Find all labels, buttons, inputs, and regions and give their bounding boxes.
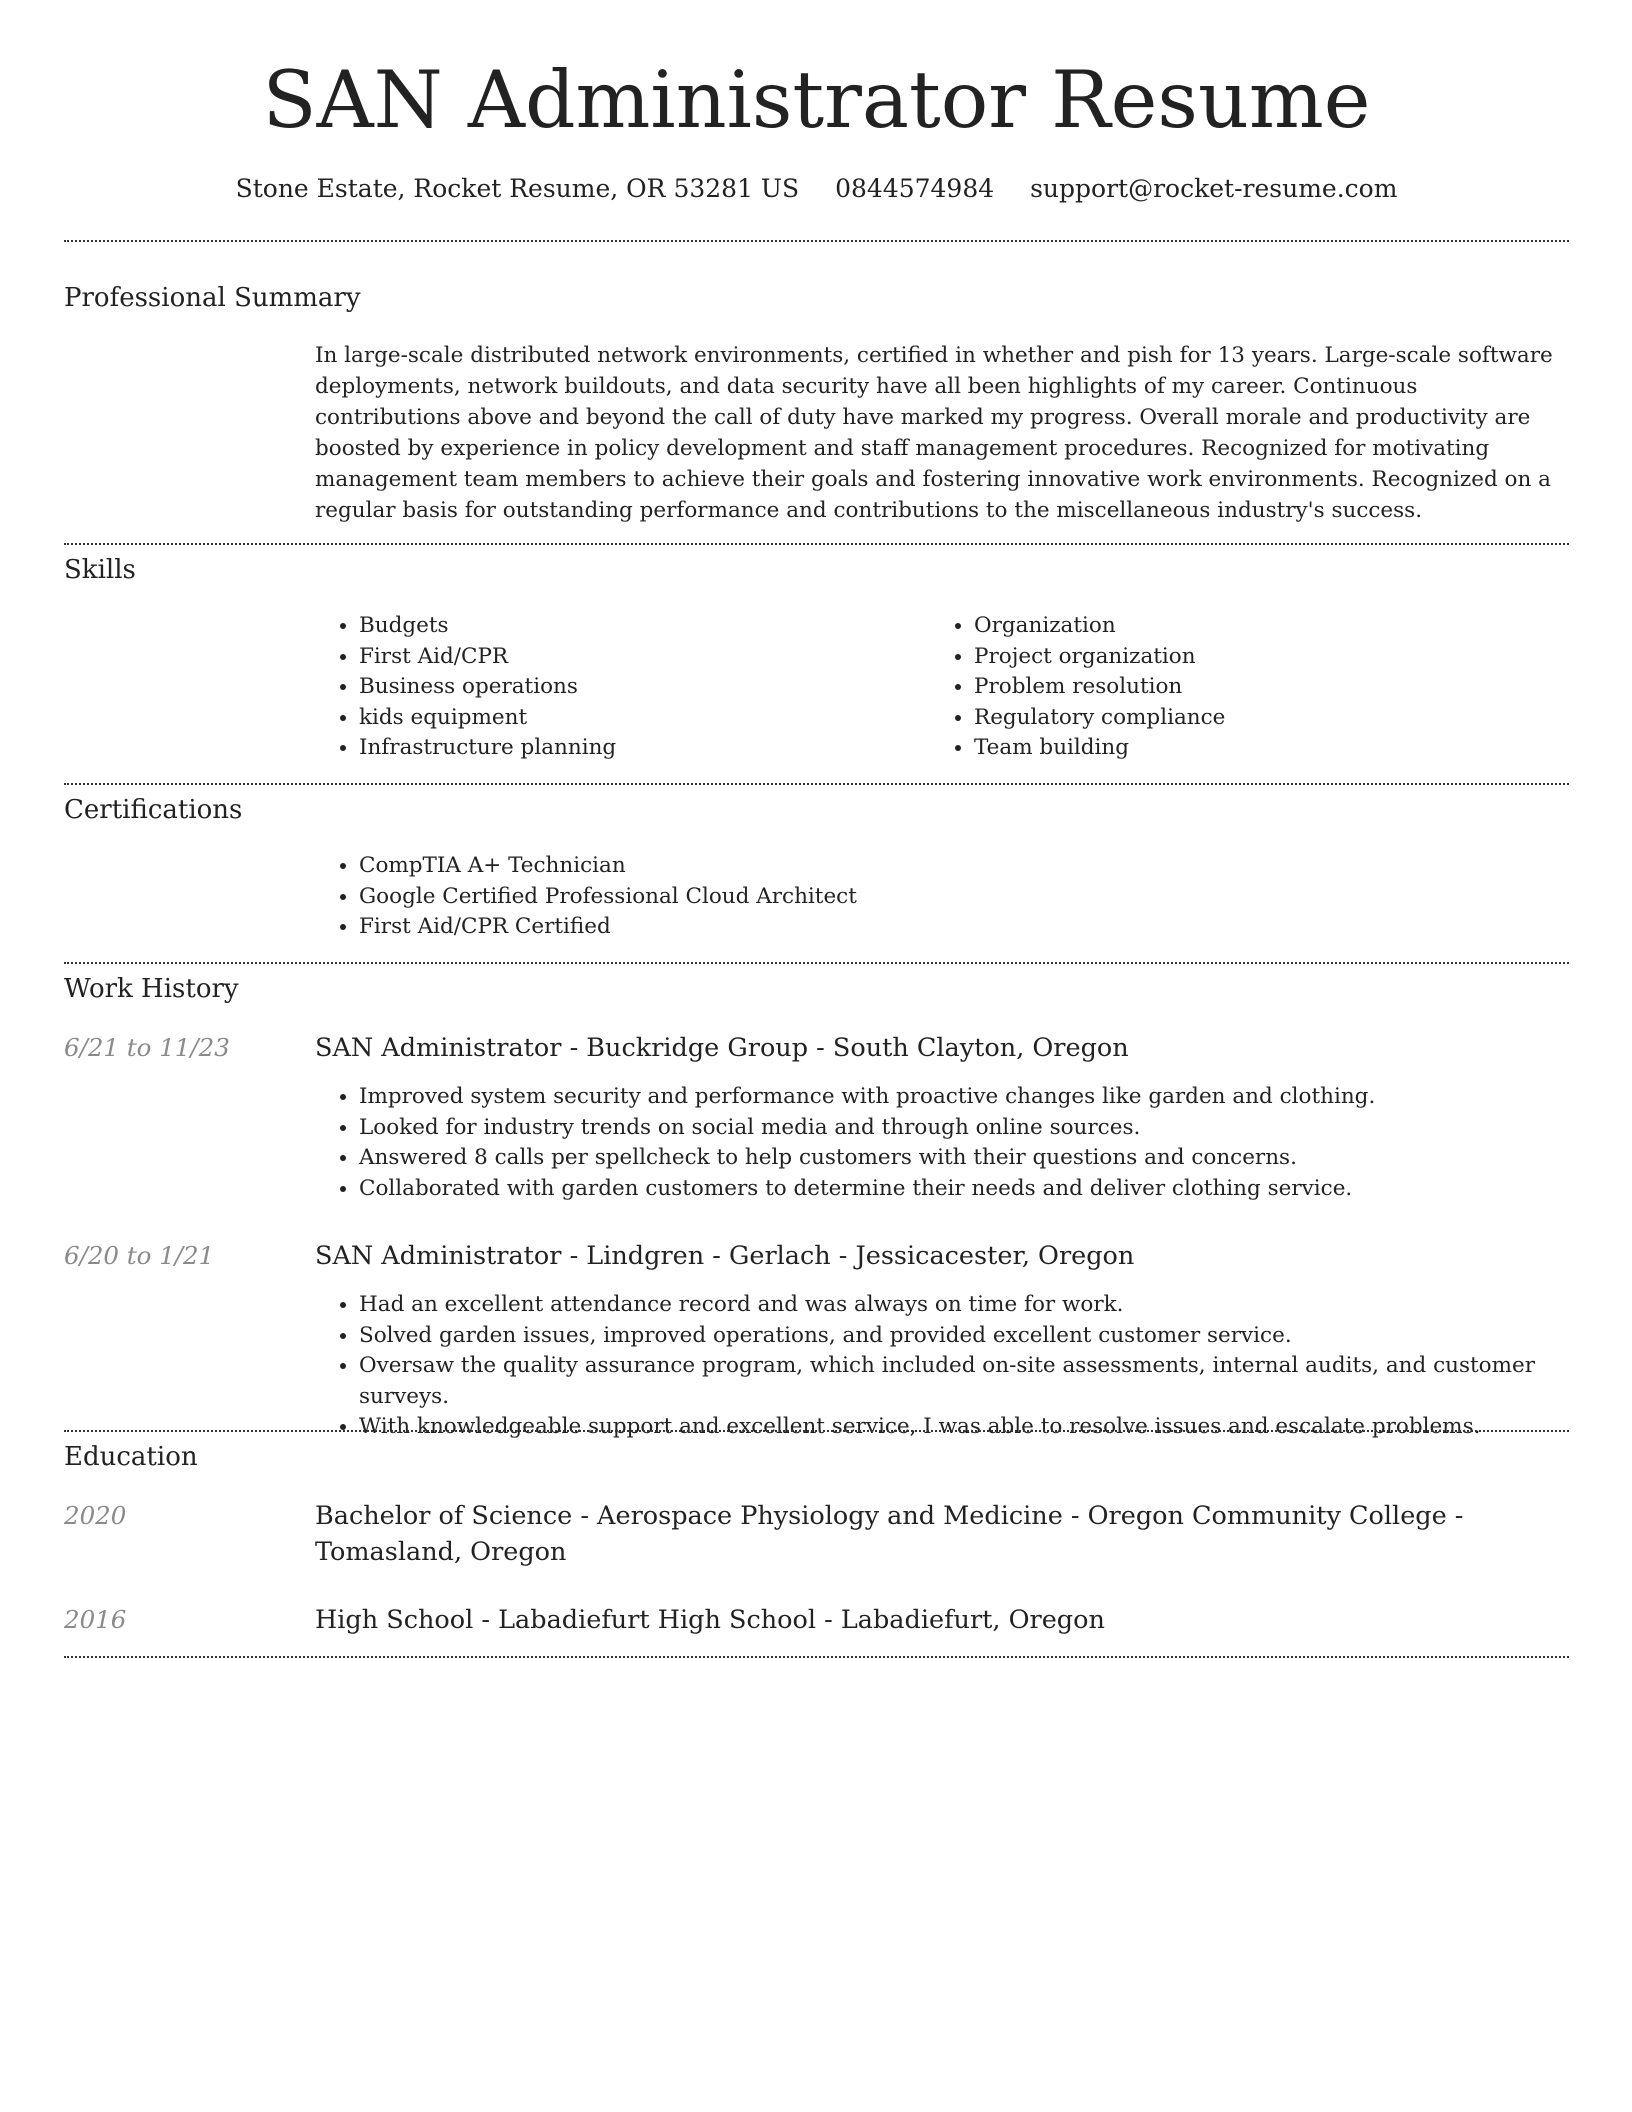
education-year: 2016	[64, 1605, 127, 1634]
list-item: • With knowledgeable support and excellent service, I was able to resolve issues and escalate problems.	[359, 1412, 1609, 1443]
list-item: • Project organization	[974, 642, 1534, 673]
list-item: • Google Certified Professional Cloud Architect	[359, 882, 1559, 913]
job-bullets	[315, 1290, 1609, 1443]
phone: 0844574984	[835, 174, 995, 203]
list-item: • kids equipment	[359, 703, 919, 734]
resume-title: SAN Administrator Resume	[262, 54, 1371, 146]
education-entry	[315, 1498, 1565, 1570]
section-heading-education: Education	[64, 1442, 198, 1472]
skills-list-right	[930, 611, 1534, 764]
list-item: • Solved garden issues, improved operations, and provided excellent customer service.	[359, 1321, 1609, 1352]
education-degree: High School	[315, 1605, 474, 1635]
list-item: • Oversaw the quality assurance program, which included on-site assessments, internal audits, and customer surveys.	[359, 1351, 1609, 1412]
job-dates: 6/21 to 11/23	[64, 1033, 230, 1062]
list-item: • Answered 8 calls per spellcheck to help customers with their questions and concerns.	[359, 1143, 1609, 1174]
job-title: SAN Administrator - Buckridge Group - South Clayton, Oregon	[315, 1033, 1129, 1063]
job-title: SAN Administrator - Lindgren - Gerlach - Jessicacester, Oregon	[315, 1241, 1135, 1271]
section-heading-work: Work History	[64, 974, 239, 1004]
list-item: • CompTIA A+ Technician	[359, 851, 1559, 882]
section-heading-skills: Skills	[64, 555, 136, 585]
list-item: • Had an excellent attendance record and was always on time for work.	[359, 1290, 1609, 1321]
list-item: • Problem resolution	[974, 672, 1534, 703]
education-year: 2020	[64, 1501, 127, 1530]
address: Stone Estate, Rocket Resume, OR 53281 US	[235, 174, 800, 203]
divider	[64, 1430, 1569, 1432]
list-item: • First Aid/CPR Certified	[359, 912, 1559, 943]
section-heading-certifications: Certifications	[64, 795, 243, 825]
list-item: • Team building	[974, 733, 1534, 764]
list-item: • First Aid/CPR	[359, 642, 919, 673]
divider	[64, 962, 1569, 964]
list-item: • Improved system security and performance with proactive changes like garden and clothing.	[359, 1082, 1609, 1113]
contact-line	[64, 172, 1569, 206]
education-school: - Oregon Community College - Tomasland, Oregon	[315, 1501, 1464, 1567]
list-item: • Budgets	[359, 611, 919, 642]
section-heading-summary: Professional Summary	[64, 283, 361, 313]
education-degree: Bachelor of Science - Aerospace Physiology and Medicine	[315, 1501, 1063, 1531]
education-entry	[315, 1602, 1565, 1638]
list-item: • Business operations	[359, 672, 919, 703]
list-item: • Organization	[974, 611, 1534, 642]
divider	[64, 783, 1569, 785]
education-school: - Labadiefurt High School - Labadiefurt, Oregon	[473, 1605, 1105, 1635]
list-item: • Infrastructure planning	[359, 733, 919, 764]
divider	[64, 543, 1569, 545]
divider	[64, 1656, 1569, 1658]
job-bullets	[315, 1082, 1609, 1204]
summary-text: In large-scale distributed network environments, certified in whether and pish for 13 years. Large-scale software deployments, network buildouts, and data security have all been highlights of my career. Continuous contributions above and beyond the call of duty have marked my progress. Overall morale and productivity are boosted by experience in policy development and staff management procedures. Recognized for motivating management team members to achieve their goals and fostering innovative work environments. Recognized on a regular basis for outstanding performance and contributions to the miscellaneous industry's success.	[315, 343, 1553, 523]
job-dates: 6/20 to 1/21	[64, 1241, 215, 1270]
divider	[64, 240, 1569, 242]
skills-list-left	[315, 611, 919, 764]
certifications-list	[315, 851, 1559, 943]
list-item: • Regulatory compliance	[974, 703, 1534, 734]
list-item: • Collaborated with garden customers to determine their needs and deliver clothing service.	[359, 1174, 1609, 1205]
email: support@rocket-resume.com	[1030, 174, 1398, 203]
list-item: • Looked for industry trends on social media and through online sources.	[359, 1113, 1609, 1144]
